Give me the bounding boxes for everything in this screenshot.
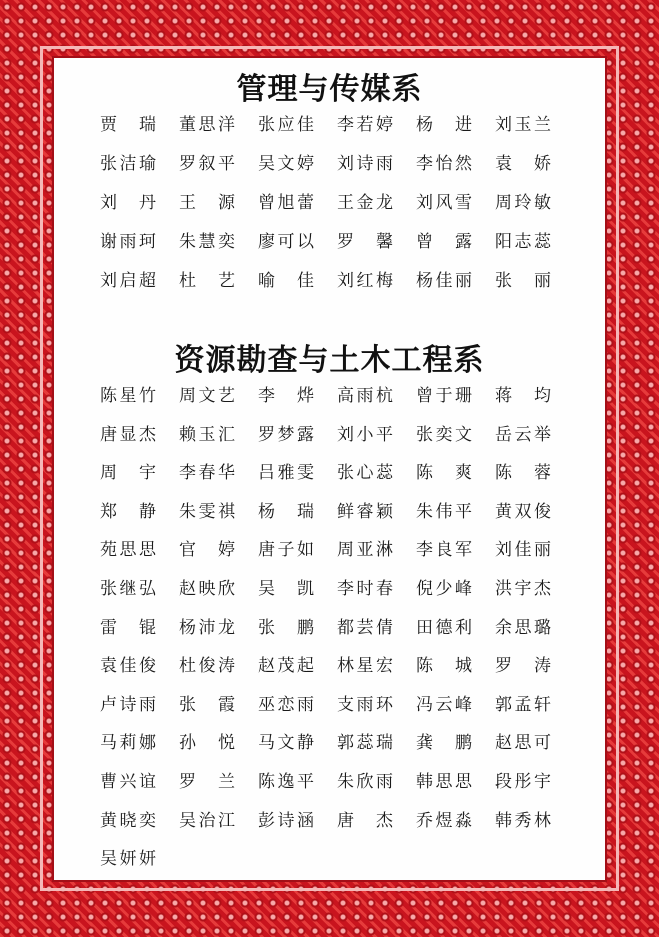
name-entry: 陈 城 xyxy=(416,656,472,677)
name-entry: 田德利 xyxy=(416,617,472,638)
name-entry: 杜 艺 xyxy=(179,271,235,291)
name-entry: 王金龙 xyxy=(337,193,393,213)
name-entry: 马文静 xyxy=(258,733,314,754)
name-entry: 喻 佳 xyxy=(258,271,314,291)
name-entry: 张 丽 xyxy=(495,271,551,291)
name-entry: 杨 瑞 xyxy=(258,501,314,522)
name-entry: 高雨杭 xyxy=(337,386,393,406)
name-grid-management xyxy=(100,112,560,307)
name-entry: 刘小平 xyxy=(337,424,393,445)
name-entry: 吴治江 xyxy=(179,810,235,831)
name-entry: 唐子如 xyxy=(258,540,314,561)
name-entry: 朱伟平 xyxy=(416,501,472,522)
name-entry: 冯云峰 xyxy=(416,694,472,715)
name-grid-resource xyxy=(100,383,560,885)
name-entry: 刘红梅 xyxy=(337,271,393,291)
section-title-resource: 资源勘查与土木工程系 xyxy=(174,343,485,378)
name-entry: 余思璐 xyxy=(495,617,551,638)
name-entry: 罗梦露 xyxy=(258,424,314,445)
name-entry: 周玲敏 xyxy=(495,193,551,213)
name-entry: 刘风雪 xyxy=(416,193,472,213)
name-entry: 袁 娇 xyxy=(495,154,551,174)
name-entry: 吴妍妍 xyxy=(100,849,156,870)
name-entry: 张 霞 xyxy=(179,694,235,715)
name-entry: 巫恋雨 xyxy=(258,694,314,715)
name-entry: 韩秀林 xyxy=(495,810,551,831)
section-title-management: 管理与传媒系 xyxy=(236,72,423,107)
name-entry: 杨佳丽 xyxy=(416,271,472,291)
name-entry: 彭诗涵 xyxy=(258,810,314,831)
name-entry: 雷 锟 xyxy=(100,617,156,638)
name-entry: 刘诗雨 xyxy=(337,154,393,174)
name-entry: 马莉娜 xyxy=(100,733,156,754)
name-entry: 曾 露 xyxy=(416,232,472,252)
name-entry: 倪少峰 xyxy=(416,578,472,599)
name-entry: 张应佳 xyxy=(258,115,314,135)
name-entry: 董思洋 xyxy=(179,115,235,135)
name-entry: 曾旭蕾 xyxy=(258,193,314,213)
name-entry: 林星宏 xyxy=(337,656,393,677)
name-entry: 罗叙平 xyxy=(179,154,235,174)
name-entry: 杜俊涛 xyxy=(179,656,235,677)
name-entry: 刘玉兰 xyxy=(495,115,551,135)
name-entry: 袁佳俊 xyxy=(100,656,156,677)
name-entry: 张心蕊 xyxy=(337,463,393,484)
name-entry: 乔煜淼 xyxy=(416,810,472,831)
name-entry: 唐 杰 xyxy=(337,810,393,831)
name-entry: 官 婷 xyxy=(179,540,235,561)
name-entry: 吴 凯 xyxy=(258,578,314,599)
name-entry: 郑 静 xyxy=(100,501,156,522)
name-entry: 吴文婷 xyxy=(258,154,314,174)
name-entry: 黄双俊 xyxy=(495,501,551,522)
name-entry: 段彤宇 xyxy=(495,771,551,792)
name-entry: 朱慧奕 xyxy=(179,232,235,252)
name-entry: 陈逸平 xyxy=(258,771,314,792)
name-entry: 周 宇 xyxy=(100,463,156,484)
name-entry: 朱欣雨 xyxy=(337,771,393,792)
name-entry: 曾于珊 xyxy=(416,386,472,406)
name-entry: 李怡然 xyxy=(416,154,472,174)
name-entry: 刘 丹 xyxy=(100,193,156,213)
name-entry: 郭孟轩 xyxy=(495,694,551,715)
name-entry: 赵茂起 xyxy=(258,656,314,677)
name-entry: 苑思思 xyxy=(100,540,156,561)
name-entry: 谢雨珂 xyxy=(100,232,156,252)
name-entry: 罗 兰 xyxy=(179,771,235,792)
name-entry: 张奕文 xyxy=(416,424,472,445)
name-entry: 龚 鹏 xyxy=(416,733,472,754)
name-entry: 吕雅雯 xyxy=(258,463,314,484)
name-entry: 曹兴谊 xyxy=(100,771,156,792)
name-entry: 韩思思 xyxy=(416,771,472,792)
name-entry: 廖可以 xyxy=(258,232,314,252)
name-entry: 支雨环 xyxy=(337,694,393,715)
name-entry: 刘启超 xyxy=(100,271,156,291)
name-entry: 罗 馨 xyxy=(337,232,393,252)
name-entry: 陈 爽 xyxy=(416,463,472,484)
name-entry: 赵思可 xyxy=(495,733,551,754)
name-entry: 贾 瑞 xyxy=(100,115,156,135)
name-entry: 杨沛龙 xyxy=(179,617,235,638)
name-entry: 陈星竹 xyxy=(100,386,156,406)
name-entry: 都芸倩 xyxy=(337,617,393,638)
name-entry: 刘佳丽 xyxy=(495,540,551,561)
name-entry: 蒋 均 xyxy=(495,386,551,406)
name-entry: 杨 进 xyxy=(416,115,472,135)
name-entry: 岳云举 xyxy=(495,424,551,445)
name-entry: 洪宇杰 xyxy=(495,578,551,599)
name-entry: 郭蕊瑞 xyxy=(337,733,393,754)
name-entry: 张 鹏 xyxy=(258,617,314,638)
name-entry: 黄晓奕 xyxy=(100,810,156,831)
name-entry: 王 源 xyxy=(179,193,235,213)
name-entry: 阳志蕊 xyxy=(495,232,551,252)
name-entry: 赖玉汇 xyxy=(179,424,235,445)
name-entry: 李春华 xyxy=(179,463,235,484)
name-entry: 周文艺 xyxy=(179,386,235,406)
name-entry: 陈 蓉 xyxy=(495,463,551,484)
name-entry: 李时春 xyxy=(337,578,393,599)
name-entry: 李若婷 xyxy=(337,115,393,135)
name-entry: 周亚淋 xyxy=(337,540,393,561)
name-entry: 李良军 xyxy=(416,540,472,561)
name-entry: 卢诗雨 xyxy=(100,694,156,715)
name-entry: 李 烨 xyxy=(258,386,314,406)
name-entry: 罗 涛 xyxy=(495,656,551,677)
name-entry: 赵映欣 xyxy=(179,578,235,599)
name-entry: 朱雯祺 xyxy=(179,501,235,522)
name-entry: 孙 悦 xyxy=(179,733,235,754)
name-entry: 张洁瑜 xyxy=(100,154,156,174)
name-entry: 鲜睿颖 xyxy=(337,501,393,522)
name-entry: 张继弘 xyxy=(100,578,156,599)
name-entry: 唐显杰 xyxy=(100,424,156,445)
